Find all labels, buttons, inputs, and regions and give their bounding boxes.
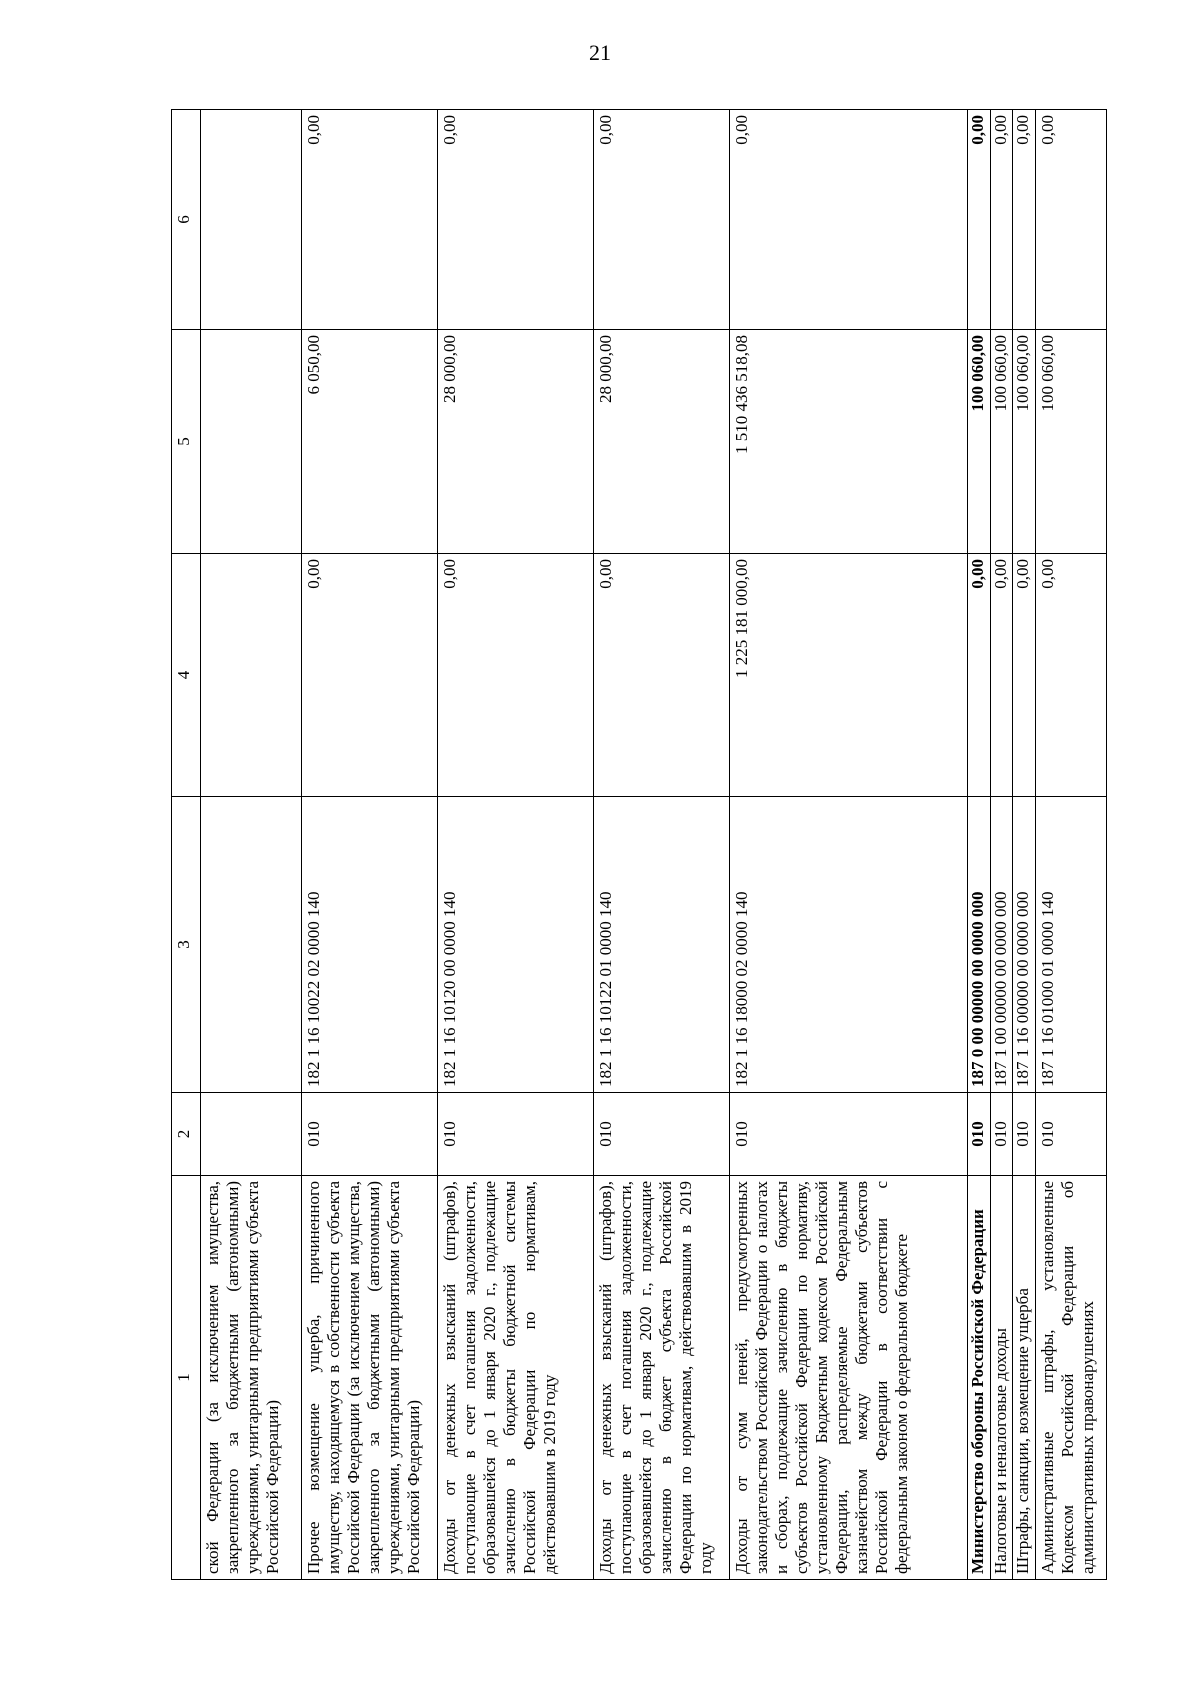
page-number: 21 <box>589 40 611 65</box>
row-code: 010 <box>302 1093 438 1176</box>
income-name: Прочее возмещение ущерба, причиненного имуществу, находящемуся в собственности субъекта Российской Федерации (за исключением имущества, закрепленного за бюджетными (автономными) учреждениями, унитарными предприятиями субъекта Российской Федерации) <box>302 1176 438 1580</box>
table-row <box>1036 110 1107 1580</box>
amount-col-5: 6 050,00 <box>302 330 438 554</box>
row-code: 010 <box>438 1093 593 1176</box>
income-name: Доходы от сумм пеней, предусмотренных законодательством Российской Федерации о налогах и сборах, подлежащие зачислению в бюджеты субъектов Российской Федерации по нормативу, установленному Бюджетным кодексом Российской Федерации, распределяемые Федеральным казначейством между бюджетами субъектов Российской Федерации в соответствии с федеральным законом о федеральном бюджете <box>729 1176 967 1580</box>
amount-col-5: 100 060,00 <box>1036 330 1107 554</box>
budget-classification-code: 182 1 16 10120 00 0000 140 <box>438 797 593 1093</box>
income-name: ской Федерации (за исключением имущества, закрепленного за бюджетными (автономными) учреждениями, унитарными предприятиями субъекта Российской Федерации) <box>201 1176 302 1580</box>
amount-col-6: 0,00 <box>1036 110 1107 330</box>
amount-col-6: 0,00 <box>1013 110 1036 330</box>
row-code: 010 <box>593 1093 729 1176</box>
table-row <box>201 110 302 1580</box>
income-name: Штрафы, санкции, возмещение ущерба <box>1013 1176 1036 1580</box>
amount-col-4: 0,00 <box>593 554 729 797</box>
table-row-ministry-total <box>967 110 990 1580</box>
income-name: Доходы от денежных взысканий (штрафов), поступающие в счет погашения задолженности, образовавшейся до 1 января 2020 г., подлежащие зачислению в бюджеты бюджетной системы Российской Федерации по нормативам, действовавшим в 2019 году <box>438 1176 593 1580</box>
table-header-row <box>172 110 201 1580</box>
table-row <box>729 110 967 1580</box>
amount-col-4 <box>201 554 302 797</box>
income-name: Министерство обороны Российской Федерации <box>967 1176 990 1580</box>
row-code <box>201 1093 302 1176</box>
table-row <box>593 110 729 1580</box>
budget-classification-code <box>201 797 302 1093</box>
amount-col-6 <box>201 110 302 330</box>
income-name: Доходы от денежных взысканий (штрафов), поступающие в счет погашения задолженности, образовавшейся до 1 января 2020 г., подлежащие зачислению в бюджет субъекта Российской Федерации по нормативам, действовавшим в 2019 году <box>593 1176 729 1580</box>
amount-col-4: 1 225 181 000,00 <box>729 554 967 797</box>
column-header: 6 <box>172 110 201 330</box>
income-name: Административные штрафы, установленные Кодексом Российской Федерации об административных правонарушениях <box>1036 1176 1107 1580</box>
amount-col-5: 100 060,00 <box>990 330 1013 554</box>
column-header: 3 <box>172 797 201 1093</box>
amount-col-4: 0,00 <box>1036 554 1107 797</box>
budget-table-rotated <box>171 110 1107 1580</box>
amount-col-4: 0,00 <box>302 554 438 797</box>
amount-col-6: 0,00 <box>438 110 593 330</box>
amount-col-4: 0,00 <box>438 554 593 797</box>
table-row <box>1013 110 1036 1580</box>
amount-col-5: 28 000,00 <box>438 330 593 554</box>
amount-col-6: 0,00 <box>967 110 990 330</box>
row-code: 010 <box>990 1093 1013 1176</box>
amount-col-6: 0,00 <box>593 110 729 330</box>
column-header: 1 <box>172 1176 201 1580</box>
amount-col-6: 0,00 <box>302 110 438 330</box>
table-row <box>990 110 1013 1580</box>
budget-classification-code: 187 1 16 00000 00 0000 000 <box>1013 797 1036 1093</box>
row-code: 010 <box>1013 1093 1036 1176</box>
amount-col-6: 0,00 <box>729 110 967 330</box>
amount-col-4: 0,00 <box>967 554 990 797</box>
row-code: 010 <box>967 1093 990 1176</box>
budget-classification-code: 187 1 00 00000 00 0000 000 <box>990 797 1013 1093</box>
amount-col-5: 1 510 436 518,08 <box>729 330 967 554</box>
column-header: 5 <box>172 330 201 554</box>
budget-classification-code: 187 0 00 00000 00 0000 000 <box>967 797 990 1093</box>
amount-col-5: 100 060,00 <box>967 330 990 554</box>
amount-col-6: 0,00 <box>990 110 1013 330</box>
amount-col-4: 0,00 <box>990 554 1013 797</box>
income-name: Налоговые и неналоговые доходы <box>990 1176 1013 1580</box>
column-header: 2 <box>172 1093 201 1176</box>
budget-classification-code: 187 1 16 01000 01 0000 140 <box>1036 797 1107 1093</box>
row-code: 010 <box>729 1093 967 1176</box>
amount-col-4: 0,00 <box>1013 554 1036 797</box>
table-row <box>302 110 438 1580</box>
row-code: 010 <box>1036 1093 1107 1176</box>
table-row <box>438 110 593 1580</box>
budget-classification-code: 182 1 16 10022 02 0000 140 <box>302 797 438 1093</box>
budget-classification-code: 182 1 16 18000 02 0000 140 <box>729 797 967 1093</box>
budget-classification-code: 182 1 16 10122 01 0000 140 <box>593 797 729 1093</box>
amount-col-5: 28 000,00 <box>593 330 729 554</box>
budget-income-table <box>171 109 1107 1580</box>
amount-col-5: 100 060,00 <box>1013 330 1036 554</box>
column-header: 4 <box>172 554 201 797</box>
amount-col-5 <box>201 330 302 554</box>
